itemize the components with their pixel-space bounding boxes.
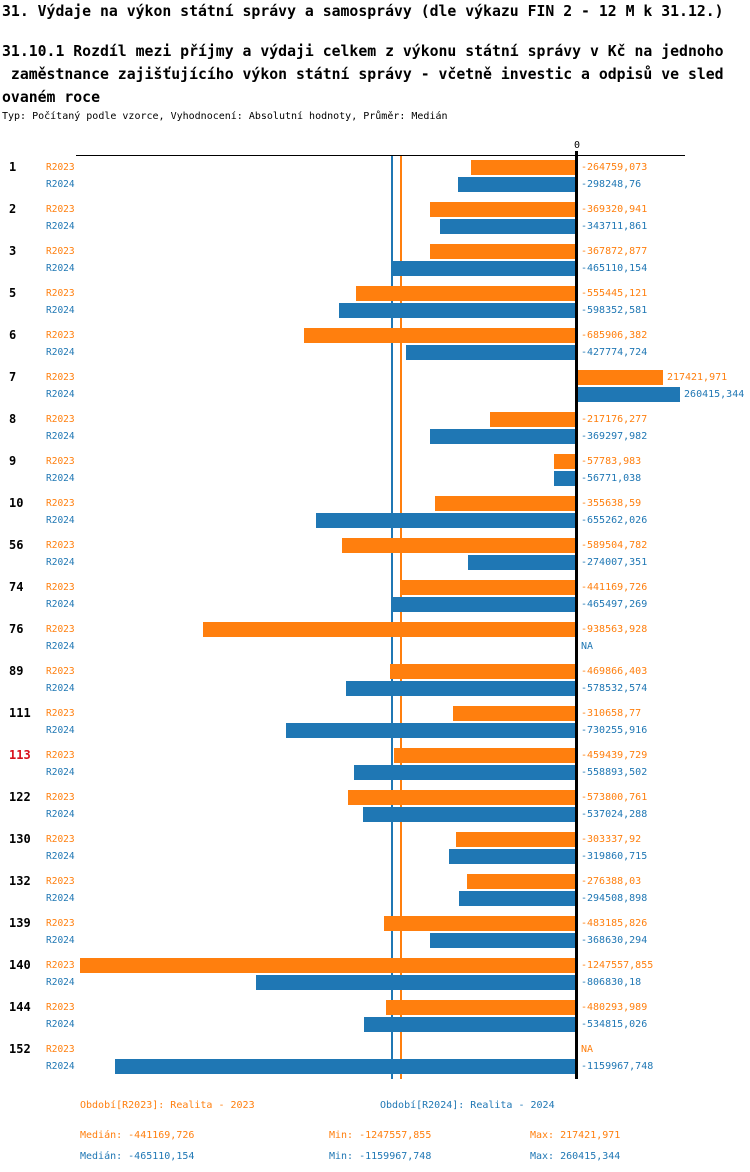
bar-r2024-row-89 bbox=[346, 681, 575, 696]
stat-min-r2024: Min: -1159967,748 bbox=[329, 1151, 432, 1162]
page-subtitle-line1: 31.10.1 Rozdíl mezi příjmy a výdaji celkem z výkonu státní správy v Kč na jednoho bbox=[2, 43, 724, 60]
bar-r2023-row-9 bbox=[554, 454, 575, 469]
row-id-7: 7 bbox=[9, 370, 17, 384]
bar-r2023-row-111 bbox=[453, 706, 575, 721]
value-label-r2024-row-113: -558893,502 bbox=[581, 767, 648, 778]
row-id-152: 152 bbox=[9, 1042, 31, 1056]
value-label-r2024-row-2: -343711,861 bbox=[581, 221, 648, 232]
series-label-r2023-row-56: R2023 bbox=[46, 540, 75, 551]
bar-r2023-row-122 bbox=[348, 790, 575, 805]
stat-max-r2024: Max: 260415,344 bbox=[530, 1151, 621, 1162]
row-id-140: 140 bbox=[9, 958, 31, 972]
axis-zero-tick-label: 0 bbox=[573, 140, 581, 151]
bar-r2024-row-3 bbox=[392, 261, 575, 276]
page-subtitle-line3: ovaném roce bbox=[2, 89, 100, 106]
bar-r2024-row-10 bbox=[316, 513, 575, 528]
value-label-r2024-row-130: -319860,715 bbox=[581, 851, 648, 862]
value-label-r2024-row-5: -598352,581 bbox=[581, 305, 648, 316]
row-id-89: 89 bbox=[9, 664, 24, 678]
page-title: 31. Výdaje na výkon státní správy a samosprávy (dle výkazu FIN 2 - 12 M k 31.12.) bbox=[2, 3, 724, 20]
series-label-r2023-row-76: R2023 bbox=[46, 624, 75, 635]
bar-r2024-row-144 bbox=[364, 1017, 575, 1032]
bar-r2023-row-56 bbox=[342, 538, 575, 553]
bar-r2024-row-6 bbox=[406, 345, 575, 360]
value-label-r2024-row-140: -806830,18 bbox=[581, 977, 642, 988]
series-label-r2024-row-5: R2024 bbox=[46, 305, 75, 316]
row-id-139: 139 bbox=[9, 916, 31, 930]
bar-r2023-row-8 bbox=[490, 412, 575, 427]
axis-line-horizontal bbox=[76, 155, 685, 156]
series-label-r2024-row-152: R2024 bbox=[46, 1061, 75, 1072]
value-label-r2023-row-132: -276388,03 bbox=[581, 876, 642, 887]
bar-r2023-row-1 bbox=[471, 160, 575, 175]
value-label-r2023-row-130: -303337,92 bbox=[581, 834, 642, 845]
bar-r2024-row-9 bbox=[554, 471, 575, 486]
row-id-3: 3 bbox=[9, 244, 17, 258]
value-label-r2024-row-144: -534815,026 bbox=[581, 1019, 648, 1030]
value-label-r2023-row-140: -1247557,855 bbox=[581, 960, 654, 971]
row-id-132: 132 bbox=[9, 874, 31, 888]
bar-r2023-row-74 bbox=[401, 580, 575, 595]
series-label-r2024-row-113: R2024 bbox=[46, 767, 75, 778]
series-label-r2023-row-74: R2023 bbox=[46, 582, 75, 593]
stat-min-r2023: Min: -1247557,855 bbox=[329, 1130, 432, 1141]
series-label-r2023-row-152: R2023 bbox=[46, 1044, 75, 1055]
series-label-r2024-row-56: R2024 bbox=[46, 557, 75, 568]
series-label-r2024-row-6: R2024 bbox=[46, 347, 75, 358]
row-id-74: 74 bbox=[9, 580, 24, 594]
value-label-r2023-row-1: -264759,073 bbox=[581, 162, 648, 173]
row-id-56: 56 bbox=[9, 538, 24, 552]
value-label-r2023-row-76: -938563,928 bbox=[581, 624, 648, 635]
bar-r2024-row-113 bbox=[354, 765, 575, 780]
stat-median-r2024: Medián: -465110,154 bbox=[80, 1151, 195, 1162]
series-label-r2023-row-132: R2023 bbox=[46, 876, 75, 887]
value-label-r2024-row-9: -56771,038 bbox=[581, 473, 642, 484]
row-id-144: 144 bbox=[9, 1000, 31, 1014]
row-id-130: 130 bbox=[9, 832, 31, 846]
value-label-r2024-row-74: -465497,269 bbox=[581, 599, 648, 610]
series-label-r2024-row-130: R2024 bbox=[46, 851, 75, 862]
bar-r2024-row-122 bbox=[363, 807, 575, 822]
row-id-5: 5 bbox=[9, 286, 17, 300]
bar-r2024-row-74 bbox=[391, 597, 575, 612]
bar-r2023-row-140 bbox=[80, 958, 575, 973]
row-id-2: 2 bbox=[9, 202, 17, 216]
bar-r2024-row-132 bbox=[459, 891, 575, 906]
bar-r2023-row-139 bbox=[384, 916, 575, 931]
value-label-r2024-row-3: -465110,154 bbox=[581, 263, 648, 274]
value-label-r2023-row-8: -217176,277 bbox=[581, 414, 648, 425]
row-id-1: 1 bbox=[9, 160, 17, 174]
series-label-r2024-row-144: R2024 bbox=[46, 1019, 75, 1030]
value-label-r2024-row-152: -1159967,748 bbox=[581, 1061, 654, 1072]
series-label-r2024-row-8: R2024 bbox=[46, 431, 75, 442]
bar-r2024-row-2 bbox=[440, 219, 575, 234]
series-label-r2024-row-2: R2024 bbox=[46, 221, 75, 232]
value-label-r2024-row-122: -537024,288 bbox=[581, 809, 648, 820]
bar-r2023-row-89 bbox=[390, 664, 575, 679]
value-label-r2024-row-6: -427774,724 bbox=[581, 347, 648, 358]
bar-r2023-row-130 bbox=[456, 832, 575, 847]
value-label-r2024-row-1: -298248,76 bbox=[581, 179, 642, 190]
series-label-r2023-row-144: R2023 bbox=[46, 1002, 75, 1013]
value-label-r2023-row-56: -589504,782 bbox=[581, 540, 648, 551]
series-label-r2024-row-9: R2024 bbox=[46, 473, 75, 484]
series-label-r2023-row-111: R2023 bbox=[46, 708, 75, 719]
legend-period-r2024: Období[R2024]: Realita - 2024 bbox=[380, 1100, 555, 1111]
series-label-r2023-row-6: R2023 bbox=[46, 330, 75, 341]
series-label-r2024-row-74: R2024 bbox=[46, 599, 75, 610]
series-label-r2024-row-140: R2024 bbox=[46, 977, 75, 988]
series-label-r2023-row-8: R2023 bbox=[46, 414, 75, 425]
value-label-r2024-row-8: -369297,982 bbox=[581, 431, 648, 442]
series-label-r2023-row-130: R2023 bbox=[46, 834, 75, 845]
value-label-r2023-row-74: -441169,726 bbox=[581, 582, 648, 593]
series-label-r2024-row-1: R2024 bbox=[46, 179, 75, 190]
value-label-r2023-row-7: 217421,971 bbox=[666, 372, 728, 383]
stat-median-r2023: Medián: -441169,726 bbox=[80, 1130, 195, 1141]
value-label-r2023-row-152: NA bbox=[581, 1044, 594, 1055]
series-label-r2024-row-111: R2024 bbox=[46, 725, 75, 736]
value-label-r2023-row-113: -459439,729 bbox=[581, 750, 648, 761]
bar-r2023-row-132 bbox=[467, 874, 575, 889]
bar-r2024-row-111 bbox=[286, 723, 575, 738]
value-label-r2024-row-10: -655262,026 bbox=[581, 515, 648, 526]
row-id-10: 10 bbox=[9, 496, 24, 510]
series-label-r2023-row-7: R2023 bbox=[46, 372, 75, 383]
page-subtitle-line2: zaměstnance zajišťujícího výkon státní správy - včetně investic a odpisů ve sled bbox=[2, 66, 724, 83]
row-id-111: 111 bbox=[9, 706, 31, 720]
value-label-r2023-row-122: -573800,761 bbox=[581, 792, 648, 803]
value-label-r2024-row-89: -578532,574 bbox=[581, 683, 648, 694]
value-label-r2023-row-3: -367872,877 bbox=[581, 246, 648, 257]
bar-r2024-row-139 bbox=[430, 933, 575, 948]
value-label-r2024-row-111: -730255,916 bbox=[581, 725, 648, 736]
series-label-r2024-row-89: R2024 bbox=[46, 683, 75, 694]
series-label-r2024-row-139: R2024 bbox=[46, 935, 75, 946]
value-label-r2024-row-7: 260415,344 bbox=[684, 389, 745, 400]
bar-r2024-row-140 bbox=[256, 975, 575, 990]
row-id-122: 122 bbox=[9, 790, 31, 804]
series-label-r2024-row-7: R2024 bbox=[46, 389, 75, 400]
series-label-r2023-row-2: R2023 bbox=[46, 204, 75, 215]
row-id-76: 76 bbox=[9, 622, 24, 636]
series-label-r2023-row-5: R2023 bbox=[46, 288, 75, 299]
series-label-r2024-row-10: R2024 bbox=[46, 515, 75, 526]
bar-r2024-row-8 bbox=[430, 429, 575, 444]
bar-r2024-row-152 bbox=[115, 1059, 575, 1074]
row-id-9: 9 bbox=[9, 454, 17, 468]
chart-meta-line: Typ: Počítaný podle vzorce, Vyhodnocení: Absolutní hodnoty, Průměr: Medián bbox=[2, 111, 448, 122]
series-label-r2023-row-10: R2023 bbox=[46, 498, 75, 509]
series-label-r2023-row-1: R2023 bbox=[46, 162, 75, 173]
bar-r2023-row-2 bbox=[430, 202, 575, 217]
stat-max-r2023: Max: 217421,971 bbox=[530, 1130, 621, 1141]
value-label-r2023-row-111: -310658,77 bbox=[581, 708, 642, 719]
bar-r2023-row-5 bbox=[356, 286, 575, 301]
bar-r2024-row-1 bbox=[458, 177, 575, 192]
series-label-r2023-row-3: R2023 bbox=[46, 246, 75, 257]
bar-r2023-row-7 bbox=[578, 370, 663, 385]
row-id-8: 8 bbox=[9, 412, 17, 426]
value-label-r2024-row-132: -294508,898 bbox=[581, 893, 648, 904]
series-label-r2023-row-139: R2023 bbox=[46, 918, 75, 929]
value-label-r2023-row-5: -555445,121 bbox=[581, 288, 648, 299]
value-label-r2023-row-10: -355638,59 bbox=[581, 498, 642, 509]
value-label-r2023-row-144: -480293,989 bbox=[581, 1002, 648, 1013]
legend-period-r2023: Období[R2023]: Realita - 2023 bbox=[80, 1100, 255, 1111]
row-id-6: 6 bbox=[9, 328, 17, 342]
series-label-r2024-row-122: R2024 bbox=[46, 809, 75, 820]
bar-r2024-row-5 bbox=[339, 303, 575, 318]
row-id-113: 113 bbox=[9, 748, 31, 762]
series-label-r2023-row-89: R2023 bbox=[46, 666, 75, 677]
bar-r2024-row-130 bbox=[449, 849, 575, 864]
series-label-r2024-row-76: R2024 bbox=[46, 641, 75, 652]
value-label-r2024-row-139: -368630,294 bbox=[581, 935, 648, 946]
bar-r2023-row-10 bbox=[435, 496, 575, 511]
value-label-r2023-row-9: -57783,983 bbox=[581, 456, 642, 467]
bar-r2023-row-144 bbox=[386, 1000, 575, 1015]
bar-r2023-row-6 bbox=[304, 328, 575, 343]
series-label-r2024-row-3: R2024 bbox=[46, 263, 75, 274]
bar-r2024-row-7 bbox=[578, 387, 680, 402]
bar-r2023-row-3 bbox=[430, 244, 575, 259]
value-label-r2023-row-2: -369320,941 bbox=[581, 204, 648, 215]
series-label-r2023-row-122: R2023 bbox=[46, 792, 75, 803]
bar-r2023-row-113 bbox=[394, 748, 575, 763]
value-label-r2024-row-56: -274007,351 bbox=[581, 557, 648, 568]
series-label-r2023-row-9: R2023 bbox=[46, 456, 75, 467]
value-label-r2023-row-139: -483185,826 bbox=[581, 918, 648, 929]
value-label-r2023-row-89: -469866,403 bbox=[581, 666, 648, 677]
bar-r2024-row-56 bbox=[468, 555, 575, 570]
value-label-r2024-row-76: NA bbox=[581, 641, 594, 652]
series-label-r2023-row-140: R2023 bbox=[46, 960, 75, 971]
axis-zero-line bbox=[575, 151, 578, 1079]
value-label-r2023-row-6: -685906,382 bbox=[581, 330, 648, 341]
series-label-r2024-row-132: R2024 bbox=[46, 893, 75, 904]
series-label-r2023-row-113: R2023 bbox=[46, 750, 75, 761]
bar-r2023-row-76 bbox=[203, 622, 575, 637]
